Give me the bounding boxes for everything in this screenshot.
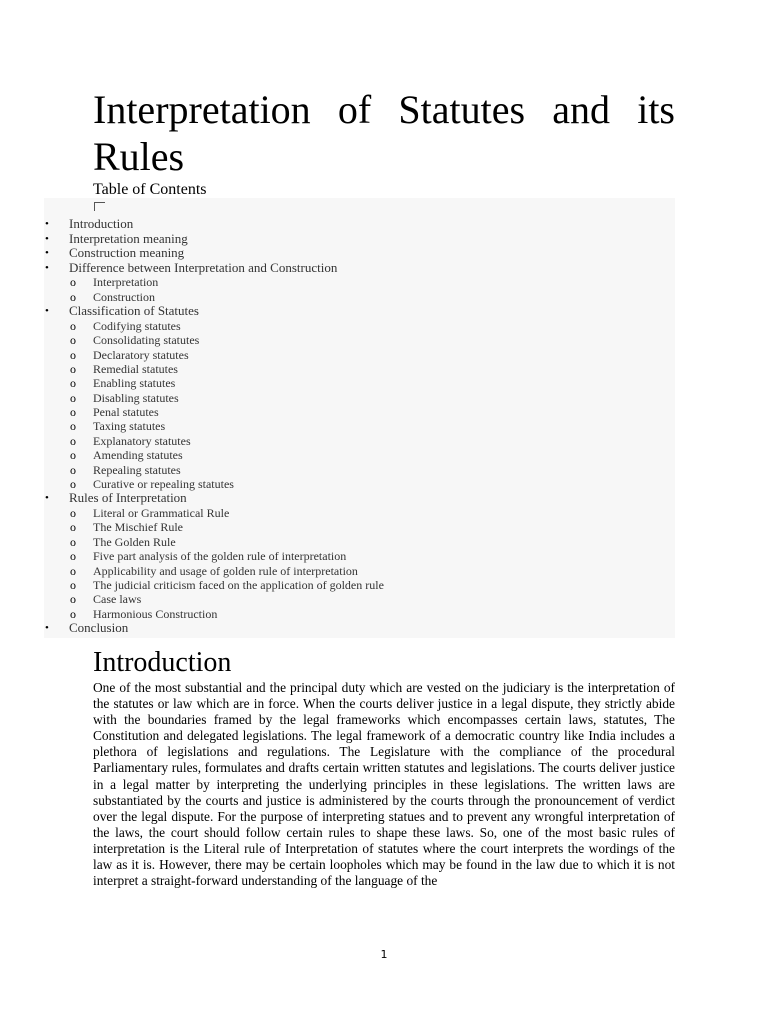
toc-item[interactable]: o Declaratory statutes — [44, 348, 675, 362]
toc-item[interactable]: • Classification of Statutes — [44, 304, 675, 319]
document-title: Interpretation of Statutes and its Rules — [93, 87, 675, 179]
toc-item[interactable]: o Interpretation — [44, 275, 675, 289]
toc-item[interactable]: o Penal statutes — [44, 405, 675, 419]
toc-item[interactable]: o Enabling statutes — [44, 376, 675, 390]
toc-item[interactable]: o The Golden Rule — [44, 535, 675, 549]
toc-item[interactable]: o Repealing statutes — [44, 463, 675, 477]
page-number: 1 — [380, 948, 388, 961]
toc-list — [44, 217, 675, 636]
toc-item[interactable]: o Five part analysis of the golden rule of interpretation — [44, 549, 675, 563]
toc-item[interactable]: o Amending statutes — [44, 448, 675, 462]
toc-item[interactable]: o The Mischief Rule — [44, 520, 675, 534]
toc-heading: Table of Contents — [93, 181, 207, 198]
toc-item[interactable]: • Difference between Interpretation and Construction — [44, 261, 675, 276]
toc-item[interactable]: o Codifying statutes — [44, 319, 675, 333]
toc-item[interactable]: o Remedial statutes — [44, 362, 675, 376]
toc-item[interactable]: o Construction — [44, 290, 675, 304]
toc-item[interactable]: o Curative or repealing statutes — [44, 477, 675, 491]
toc-item[interactable]: • Conclusion — [44, 621, 675, 636]
toc-item[interactable]: o Literal or Grammatical Rule — [44, 506, 675, 520]
toc-item[interactable]: • Rules of Interpretation — [44, 491, 675, 506]
toc-item[interactable]: o Disabling statutes — [44, 391, 675, 405]
toc-item[interactable]: o Case laws — [44, 592, 675, 606]
toc-item[interactable]: • Interpretation meaning — [44, 232, 675, 247]
toc-toggle-icon[interactable] — [94, 202, 105, 211]
toc-item[interactable]: o Explanatory statutes — [44, 434, 675, 448]
toc-item[interactable]: • Construction meaning — [44, 246, 675, 261]
toc-item[interactable]: o Taxing statutes — [44, 419, 675, 433]
toc-item[interactable]: • Introduction — [44, 217, 675, 232]
section-heading-introduction: Introduction — [93, 647, 232, 678]
introduction-paragraph: One of the most substantial and the principal duty which are vested on the judiciary is the interpretation of the statutes or law which are in force. When the courts deliver justice in a legal dispute, they strictly abide with the boundaries framed by the legal frameworks which encompasses certain laws, statutes, The Constitution and delegated legislations. The legal framework of a democratic country like India includes a plethora of legislations and regulations. The Legislature with the compliance of the procedural Parliamentary rules, formulates and drafts certain written statutes and legislations. The courts deliver justice in a legal matter by interpreting the underlying principles in these legislations. The written laws are substantiated by the courts and justice is administered by the courts through the pronouncement of verdict over the legal dispute. For the purpose of interpreting statues and to prevent any wrongful interpretation of the laws, the court should follow certain rules to shape these laws. So, one of the most basic rules of interpretation is the Literal rule of Interpretation of statutes where the court interprets the wordings of the law as it is. However, there may be certain loopholes which may be found in the law due to which it is not interpret a straight-forward understanding of the language of the — [93, 680, 675, 889]
toc-item[interactable]: o The judicial criticism faced on the application of golden rule — [44, 578, 675, 592]
toc-item[interactable]: o Applicability and usage of golden rule of interpretation — [44, 564, 675, 578]
toc-item[interactable]: o Harmonious Construction — [44, 607, 675, 621]
toc-item[interactable]: o Consolidating statutes — [44, 333, 675, 347]
